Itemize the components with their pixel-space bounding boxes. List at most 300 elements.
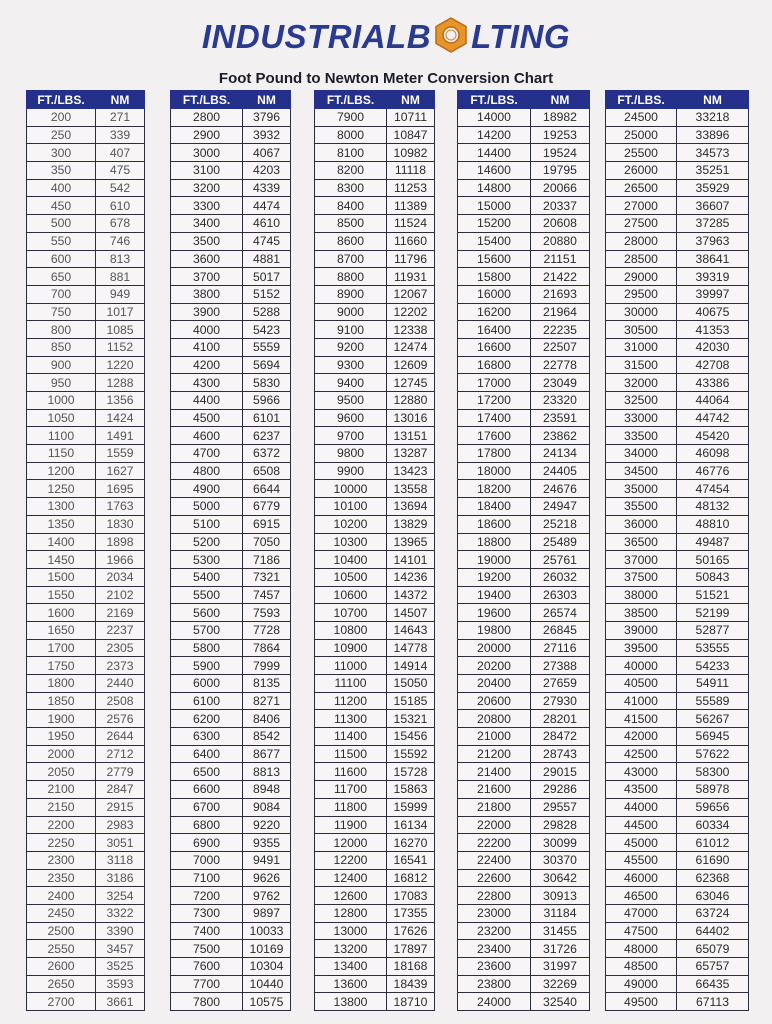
ft-lbs-cell: 1050 bbox=[27, 409, 96, 427]
ft-lbs-cell: 9200 bbox=[315, 338, 387, 356]
table-row bbox=[606, 250, 749, 268]
nm-cell: 21151 bbox=[531, 250, 590, 268]
table-row bbox=[606, 710, 749, 728]
table-row bbox=[606, 179, 749, 197]
header-ft-lbs: FT./LBS. bbox=[606, 91, 677, 109]
table-row bbox=[171, 480, 291, 498]
nm-cell: 1356 bbox=[96, 392, 145, 410]
table-row bbox=[27, 197, 145, 215]
ft-lbs-cell: 2700 bbox=[27, 993, 96, 1011]
ft-lbs-cell: 24500 bbox=[606, 109, 677, 127]
table-row bbox=[315, 657, 435, 675]
table-row bbox=[315, 268, 435, 286]
nm-cell: 7050 bbox=[243, 533, 291, 551]
nm-cell: 16541 bbox=[387, 851, 435, 869]
ft-lbs-cell: 600 bbox=[27, 250, 96, 268]
ft-lbs-cell: 20800 bbox=[458, 710, 531, 728]
nm-cell: 6101 bbox=[243, 409, 291, 427]
table-row bbox=[315, 126, 435, 144]
table-row bbox=[606, 498, 749, 516]
table-row bbox=[315, 338, 435, 356]
ft-lbs-cell: 1900 bbox=[27, 710, 96, 728]
nm-cell: 35929 bbox=[677, 179, 749, 197]
ft-lbs-cell: 13400 bbox=[315, 958, 387, 976]
nm-cell: 30370 bbox=[531, 851, 590, 869]
ft-lbs-cell: 2650 bbox=[27, 975, 96, 993]
ft-lbs-cell: 23800 bbox=[458, 975, 531, 993]
table-row bbox=[606, 692, 749, 710]
ft-lbs-cell: 2550 bbox=[27, 940, 96, 958]
table-row bbox=[606, 268, 749, 286]
ft-lbs-cell: 8500 bbox=[315, 215, 387, 233]
nm-cell: 5017 bbox=[243, 268, 291, 286]
table-row bbox=[458, 922, 590, 940]
table-row bbox=[315, 834, 435, 852]
ft-lbs-cell: 850 bbox=[27, 338, 96, 356]
table-row bbox=[315, 303, 435, 321]
nm-cell: 27388 bbox=[531, 657, 590, 675]
ft-lbs-cell: 7600 bbox=[171, 958, 243, 976]
ft-lbs-cell: 18400 bbox=[458, 498, 531, 516]
nm-cell: 6915 bbox=[243, 515, 291, 533]
table-row bbox=[606, 834, 749, 852]
nm-cell: 17083 bbox=[387, 887, 435, 905]
table-row bbox=[315, 975, 435, 993]
table-row bbox=[171, 604, 291, 622]
table-row bbox=[315, 728, 435, 746]
ft-lbs-cell: 4300 bbox=[171, 374, 243, 392]
ft-lbs-cell: 700 bbox=[27, 285, 96, 303]
nm-cell: 50843 bbox=[677, 568, 749, 586]
table-row bbox=[27, 321, 145, 339]
ft-lbs-cell: 13800 bbox=[315, 993, 387, 1011]
nm-cell: 12202 bbox=[387, 303, 435, 321]
ft-lbs-cell: 23000 bbox=[458, 904, 531, 922]
ft-lbs-cell: 33500 bbox=[606, 427, 677, 445]
nm-cell: 3322 bbox=[96, 904, 145, 922]
nm-cell: 23320 bbox=[531, 392, 590, 410]
nm-cell: 26845 bbox=[531, 621, 590, 639]
nm-cell: 3186 bbox=[96, 869, 145, 887]
ft-lbs-cell: 4200 bbox=[171, 356, 243, 374]
ft-lbs-cell: 19200 bbox=[458, 568, 531, 586]
nm-cell: 2237 bbox=[96, 621, 145, 639]
conversion-table-column-2 bbox=[170, 90, 291, 1011]
ft-lbs-cell: 28000 bbox=[606, 232, 677, 250]
table-row bbox=[27, 586, 145, 604]
nm-cell: 2169 bbox=[96, 604, 145, 622]
table-row bbox=[27, 958, 145, 976]
nm-cell: 25761 bbox=[531, 551, 590, 569]
nm-cell: 7728 bbox=[243, 621, 291, 639]
ft-lbs-cell: 2200 bbox=[27, 816, 96, 834]
ft-lbs-cell: 39000 bbox=[606, 621, 677, 639]
table-row bbox=[606, 568, 749, 586]
brand-logo-text-left: INDUSTRIAL bbox=[201, 18, 407, 55]
nm-cell: 7186 bbox=[243, 551, 291, 569]
nm-cell: 43386 bbox=[677, 374, 749, 392]
ft-lbs-cell: 36500 bbox=[606, 533, 677, 551]
ft-lbs-cell: 20600 bbox=[458, 692, 531, 710]
ft-lbs-cell: 10500 bbox=[315, 568, 387, 586]
nm-cell: 21422 bbox=[531, 268, 590, 286]
ft-lbs-cell: 49500 bbox=[606, 993, 677, 1011]
nm-cell: 34573 bbox=[677, 144, 749, 162]
ft-lbs-cell: 17600 bbox=[458, 427, 531, 445]
table-row bbox=[458, 869, 590, 887]
ft-lbs-cell: 11300 bbox=[315, 710, 387, 728]
table-row bbox=[606, 975, 749, 993]
nm-cell: 2779 bbox=[96, 763, 145, 781]
nm-cell: 12880 bbox=[387, 392, 435, 410]
nm-cell: 10982 bbox=[387, 144, 435, 162]
table-header-row bbox=[315, 91, 435, 109]
nm-cell: 51521 bbox=[677, 586, 749, 604]
table-row bbox=[458, 975, 590, 993]
ft-lbs-cell: 1850 bbox=[27, 692, 96, 710]
nm-cell: 10304 bbox=[243, 958, 291, 976]
ft-lbs-cell: 10600 bbox=[315, 586, 387, 604]
ft-lbs-cell: 11800 bbox=[315, 798, 387, 816]
nm-cell: 11253 bbox=[387, 179, 435, 197]
ft-lbs-cell: 16600 bbox=[458, 338, 531, 356]
table-row bbox=[171, 338, 291, 356]
ft-lbs-cell: 800 bbox=[27, 321, 96, 339]
table-row bbox=[171, 250, 291, 268]
table-row bbox=[458, 498, 590, 516]
ft-lbs-cell: 25500 bbox=[606, 144, 677, 162]
nm-cell: 4881 bbox=[243, 250, 291, 268]
nm-cell: 67113 bbox=[677, 993, 749, 1011]
table-row bbox=[606, 604, 749, 622]
nm-cell: 49487 bbox=[677, 533, 749, 551]
ft-lbs-cell: 20400 bbox=[458, 675, 531, 693]
ft-lbs-cell: 6200 bbox=[171, 710, 243, 728]
nm-cell: 15185 bbox=[387, 692, 435, 710]
nm-cell: 53555 bbox=[677, 639, 749, 657]
table-row bbox=[171, 321, 291, 339]
nm-cell: 24134 bbox=[531, 445, 590, 463]
nm-cell: 9355 bbox=[243, 834, 291, 852]
ft-lbs-cell: 9400 bbox=[315, 374, 387, 392]
ft-lbs-cell: 22200 bbox=[458, 834, 531, 852]
header-ft-lbs: FT./LBS. bbox=[458, 91, 531, 109]
nm-cell: 28472 bbox=[531, 728, 590, 746]
table-row bbox=[171, 285, 291, 303]
ft-lbs-cell: 17800 bbox=[458, 445, 531, 463]
nm-cell: 1152 bbox=[96, 338, 145, 356]
ft-lbs-cell: 14400 bbox=[458, 144, 531, 162]
table-row bbox=[458, 144, 590, 162]
nm-cell: 2508 bbox=[96, 692, 145, 710]
table-row bbox=[458, 798, 590, 816]
nm-cell: 16270 bbox=[387, 834, 435, 852]
ft-lbs-cell: 15400 bbox=[458, 232, 531, 250]
nm-cell: 65079 bbox=[677, 940, 749, 958]
table-row bbox=[315, 798, 435, 816]
ft-lbs-cell: 1400 bbox=[27, 533, 96, 551]
nm-cell: 949 bbox=[96, 285, 145, 303]
table-row bbox=[458, 126, 590, 144]
nm-cell: 65757 bbox=[677, 958, 749, 976]
table-row bbox=[27, 338, 145, 356]
table-row bbox=[315, 621, 435, 639]
nm-cell: 16134 bbox=[387, 816, 435, 834]
ft-lbs-cell: 34000 bbox=[606, 445, 677, 463]
table-row bbox=[606, 144, 749, 162]
table-row bbox=[27, 975, 145, 993]
ft-lbs-cell: 4800 bbox=[171, 462, 243, 480]
table-row bbox=[458, 551, 590, 569]
table-row bbox=[606, 657, 749, 675]
table-row bbox=[315, 922, 435, 940]
nm-cell: 58978 bbox=[677, 781, 749, 799]
table-row bbox=[171, 568, 291, 586]
ft-lbs-cell: 22800 bbox=[458, 887, 531, 905]
nm-cell: 2712 bbox=[96, 745, 145, 763]
nm-cell: 1491 bbox=[96, 427, 145, 445]
ft-lbs-cell: 2150 bbox=[27, 798, 96, 816]
nm-cell: 28743 bbox=[531, 745, 590, 763]
ft-lbs-cell: 37500 bbox=[606, 568, 677, 586]
ft-lbs-cell: 19800 bbox=[458, 621, 531, 639]
ft-lbs-cell: 7900 bbox=[315, 109, 387, 127]
ft-lbs-cell: 10700 bbox=[315, 604, 387, 622]
ft-lbs-cell: 3400 bbox=[171, 215, 243, 233]
table-row bbox=[27, 533, 145, 551]
ft-lbs-cell: 46000 bbox=[606, 869, 677, 887]
ft-lbs-cell: 2050 bbox=[27, 763, 96, 781]
table-row bbox=[171, 427, 291, 445]
table-row bbox=[171, 781, 291, 799]
table-row bbox=[27, 887, 145, 905]
table-row bbox=[171, 232, 291, 250]
ft-lbs-cell: 23600 bbox=[458, 958, 531, 976]
ft-lbs-cell: 48000 bbox=[606, 940, 677, 958]
table-row bbox=[315, 427, 435, 445]
ft-lbs-cell: 45500 bbox=[606, 851, 677, 869]
table-row bbox=[171, 498, 291, 516]
nm-cell: 48810 bbox=[677, 515, 749, 533]
ft-lbs-cell: 1650 bbox=[27, 621, 96, 639]
table-row bbox=[458, 568, 590, 586]
nm-cell: 6644 bbox=[243, 480, 291, 498]
nm-cell: 40675 bbox=[677, 303, 749, 321]
nm-cell: 21964 bbox=[531, 303, 590, 321]
nm-cell: 15592 bbox=[387, 745, 435, 763]
table-row bbox=[458, 834, 590, 852]
nm-cell: 54233 bbox=[677, 657, 749, 675]
table-row bbox=[171, 816, 291, 834]
nm-cell: 41353 bbox=[677, 321, 749, 339]
table-row bbox=[458, 904, 590, 922]
nm-cell: 14236 bbox=[387, 568, 435, 586]
nm-cell: 29286 bbox=[531, 781, 590, 799]
table-row bbox=[458, 250, 590, 268]
table-row bbox=[606, 958, 749, 976]
nm-cell: 5152 bbox=[243, 285, 291, 303]
table-row bbox=[458, 958, 590, 976]
nm-cell: 1830 bbox=[96, 515, 145, 533]
table-row bbox=[315, 745, 435, 763]
ft-lbs-cell: 44500 bbox=[606, 816, 677, 834]
table-row bbox=[27, 745, 145, 763]
ft-lbs-cell: 28500 bbox=[606, 250, 677, 268]
table-row bbox=[27, 409, 145, 427]
nm-cell: 18439 bbox=[387, 975, 435, 993]
table-row bbox=[606, 940, 749, 958]
table-row bbox=[27, 763, 145, 781]
nm-cell: 29015 bbox=[531, 763, 590, 781]
nm-cell: 33218 bbox=[677, 109, 749, 127]
ft-lbs-cell: 29000 bbox=[606, 268, 677, 286]
nm-cell: 10169 bbox=[243, 940, 291, 958]
ft-lbs-cell: 9600 bbox=[315, 409, 387, 427]
nm-cell: 3051 bbox=[96, 834, 145, 852]
table-row bbox=[606, 621, 749, 639]
nm-cell: 881 bbox=[96, 268, 145, 286]
table-row bbox=[171, 710, 291, 728]
table-row bbox=[606, 303, 749, 321]
table-row bbox=[27, 798, 145, 816]
ft-lbs-cell: 4700 bbox=[171, 445, 243, 463]
ft-lbs-cell: 8800 bbox=[315, 268, 387, 286]
ft-lbs-cell: 200 bbox=[27, 109, 96, 127]
ft-lbs-cell: 7300 bbox=[171, 904, 243, 922]
ft-lbs-cell: 42500 bbox=[606, 745, 677, 763]
table-row bbox=[315, 993, 435, 1011]
table-row bbox=[171, 533, 291, 551]
nm-cell: 3118 bbox=[96, 851, 145, 869]
nm-cell: 3661 bbox=[96, 993, 145, 1011]
nm-cell: 30913 bbox=[531, 887, 590, 905]
table-row bbox=[315, 215, 435, 233]
table-row bbox=[606, 869, 749, 887]
table-row bbox=[27, 162, 145, 180]
table-row bbox=[171, 639, 291, 657]
table-row bbox=[171, 586, 291, 604]
ft-lbs-cell: 18000 bbox=[458, 462, 531, 480]
table-row bbox=[458, 515, 590, 533]
table-row bbox=[606, 197, 749, 215]
nm-cell: 23591 bbox=[531, 409, 590, 427]
nm-cell: 9762 bbox=[243, 887, 291, 905]
nm-cell: 59656 bbox=[677, 798, 749, 816]
header-nm: NM bbox=[677, 91, 749, 109]
ft-lbs-cell: 17400 bbox=[458, 409, 531, 427]
ft-lbs-cell: 21400 bbox=[458, 763, 531, 781]
nm-cell: 19795 bbox=[531, 162, 590, 180]
nm-cell: 21693 bbox=[531, 285, 590, 303]
table-row bbox=[171, 940, 291, 958]
ft-lbs-cell: 9000 bbox=[315, 303, 387, 321]
ft-lbs-cell: 300 bbox=[27, 144, 96, 162]
header-ft-lbs: FT./LBS. bbox=[315, 91, 387, 109]
ft-lbs-cell: 26500 bbox=[606, 179, 677, 197]
ft-lbs-cell: 4900 bbox=[171, 480, 243, 498]
nm-cell: 2915 bbox=[96, 798, 145, 816]
table-row bbox=[171, 409, 291, 427]
table-row bbox=[606, 480, 749, 498]
ft-lbs-cell: 29500 bbox=[606, 285, 677, 303]
table-row bbox=[27, 427, 145, 445]
nm-cell: 2847 bbox=[96, 781, 145, 799]
nm-cell: 12067 bbox=[387, 285, 435, 303]
table-row bbox=[27, 356, 145, 374]
table-row bbox=[458, 763, 590, 781]
ft-lbs-cell: 38500 bbox=[606, 604, 677, 622]
ft-lbs-cell: 12200 bbox=[315, 851, 387, 869]
table-row bbox=[27, 480, 145, 498]
nm-cell: 6372 bbox=[243, 445, 291, 463]
nm-cell: 1424 bbox=[96, 409, 145, 427]
table-row bbox=[315, 586, 435, 604]
ft-lbs-cell: 6100 bbox=[171, 692, 243, 710]
nm-cell: 56945 bbox=[677, 728, 749, 746]
table-row bbox=[27, 993, 145, 1011]
table-row bbox=[315, 232, 435, 250]
table-row bbox=[606, 728, 749, 746]
ft-lbs-cell: 11500 bbox=[315, 745, 387, 763]
nm-cell: 66435 bbox=[677, 975, 749, 993]
table-row bbox=[315, 692, 435, 710]
table-row bbox=[315, 533, 435, 551]
table-row bbox=[315, 179, 435, 197]
ft-lbs-cell: 3600 bbox=[171, 250, 243, 268]
ft-lbs-cell: 36000 bbox=[606, 515, 677, 533]
ft-lbs-cell: 1600 bbox=[27, 604, 96, 622]
ft-lbs-cell: 11400 bbox=[315, 728, 387, 746]
ft-lbs-cell: 17200 bbox=[458, 392, 531, 410]
ft-lbs-cell: 8300 bbox=[315, 179, 387, 197]
table-row bbox=[27, 834, 145, 852]
ft-lbs-cell: 8400 bbox=[315, 197, 387, 215]
ft-lbs-cell: 13600 bbox=[315, 975, 387, 993]
nm-cell: 3254 bbox=[96, 887, 145, 905]
ft-lbs-cell: 5000 bbox=[171, 498, 243, 516]
ft-lbs-cell: 27000 bbox=[606, 197, 677, 215]
ft-lbs-cell: 5200 bbox=[171, 533, 243, 551]
ft-lbs-cell: 42000 bbox=[606, 728, 677, 746]
table-row bbox=[171, 958, 291, 976]
ft-lbs-cell: 45000 bbox=[606, 834, 677, 852]
ft-lbs-cell: 30500 bbox=[606, 321, 677, 339]
ft-lbs-cell: 11600 bbox=[315, 763, 387, 781]
nm-cell: 61012 bbox=[677, 834, 749, 852]
table-row bbox=[27, 144, 145, 162]
nm-cell: 58300 bbox=[677, 763, 749, 781]
table-row bbox=[315, 250, 435, 268]
table-row bbox=[458, 675, 590, 693]
table-row bbox=[27, 692, 145, 710]
ft-lbs-cell: 41000 bbox=[606, 692, 677, 710]
table-row bbox=[606, 515, 749, 533]
nm-cell: 2983 bbox=[96, 816, 145, 834]
table-row bbox=[315, 480, 435, 498]
ft-lbs-cell: 9500 bbox=[315, 392, 387, 410]
hex-nut-icon bbox=[432, 16, 470, 54]
table-row bbox=[171, 179, 291, 197]
ft-lbs-cell: 14600 bbox=[458, 162, 531, 180]
table-row bbox=[171, 303, 291, 321]
ft-lbs-cell: 14000 bbox=[458, 109, 531, 127]
nm-cell: 4203 bbox=[243, 162, 291, 180]
nm-cell: 5288 bbox=[243, 303, 291, 321]
nm-cell: 13423 bbox=[387, 462, 435, 480]
ft-lbs-cell: 24000 bbox=[458, 993, 531, 1011]
table-row bbox=[315, 445, 435, 463]
nm-cell: 20880 bbox=[531, 232, 590, 250]
